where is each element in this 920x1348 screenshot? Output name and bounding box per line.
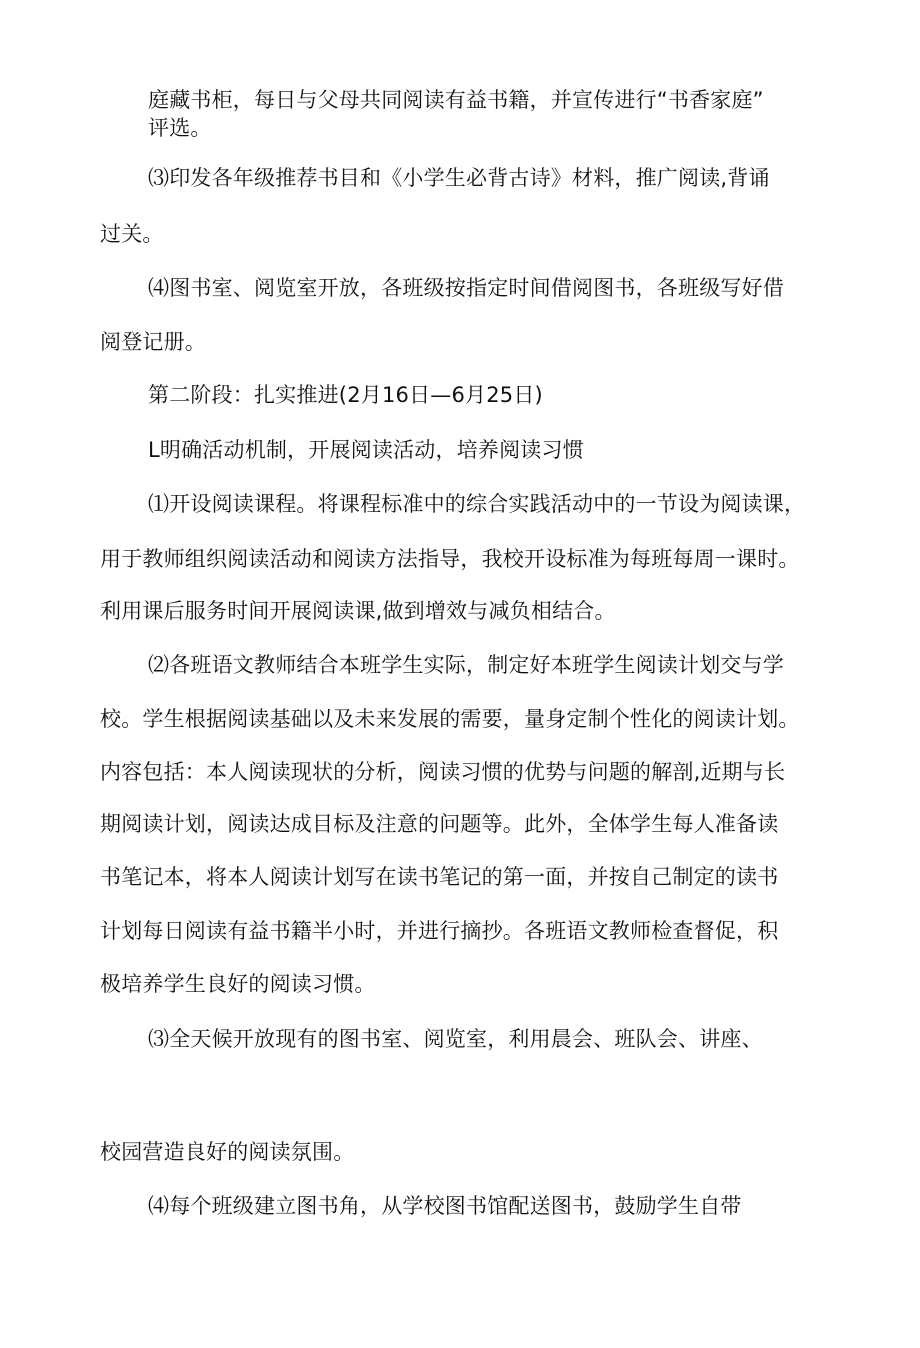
text-line-15: 期阅读计划，阅读达成目标及注意的问题等。此外，全体学生每人准备读 <box>100 812 779 836</box>
text-line-10: 用于教师组织阅读活动和阅读方法指导，我校开设标准为每班每周一课时。 <box>100 547 800 571</box>
text-line-6: 阅登记册。 <box>100 330 206 354</box>
text-line-5: ⑷图书室、阅览室开放，各班级按指定时间借阅图书，各班级写好借 <box>148 276 784 300</box>
text-line-9: ⑴开设阅读课程。将课程标准中的综合实践活动中的一节设为阅读课， <box>148 492 806 516</box>
section-heading-stage-two: 第二阶段：扎实推进(2月16日—6月25日) <box>148 383 543 407</box>
text-line-21: ⑷每个班级建立图书角，从学校图书馆配送图书，鼓励学生自带 <box>148 1194 742 1218</box>
text-line-17: 计划每日阅读有益书籍半小时，并进行摘抄。各班语文教师检查督促，积 <box>100 919 779 943</box>
text-line-13: 校。学生根据阅读基础以及未来发展的需要，量身定制个性化的阅读计划。 <box>100 707 800 731</box>
text-line-14: 内容包括：本人阅读现状的分析，阅读习惯的优势与问题的解剖,近期与长 <box>100 760 786 784</box>
text-line-18: 极培养学生良好的阅读习惯。 <box>100 972 376 996</box>
text-line-3: ⑶印发各年级推荐书目和《小学生必背古诗》材料，推广阅读,背诵 <box>148 166 770 190</box>
text-line-4: 过关。 <box>100 222 164 246</box>
text-line-12: ⑵各班语文教师结合本班学生实际，制定好本班学生阅读计划交与学 <box>148 653 784 677</box>
text-line-19: ⑶全天候开放现有的图书室、阅览室，利用晨会、班队会、讲座、 <box>148 1027 763 1051</box>
text-line-20: 校园营造良好的阅读氛围。 <box>100 1140 355 1164</box>
text-line-1: 庭藏书柜，每日与父母共同阅读有益书籍，并宣传进行“书香家庭” <box>148 88 764 112</box>
text-line-2: 评选。 <box>148 116 212 140</box>
subheading-activity-mechanism: L明确活动机制，开展阅读活动，培养阅读习惯 <box>148 438 584 462</box>
text-line-11: 利用课后服务时间开展阅读课,做到增效与减负相结合。 <box>100 599 616 623</box>
text-line-16: 书笔记本，将本人阅读计划写在读书笔记的第一面，并按自己制定的读书 <box>100 865 779 889</box>
